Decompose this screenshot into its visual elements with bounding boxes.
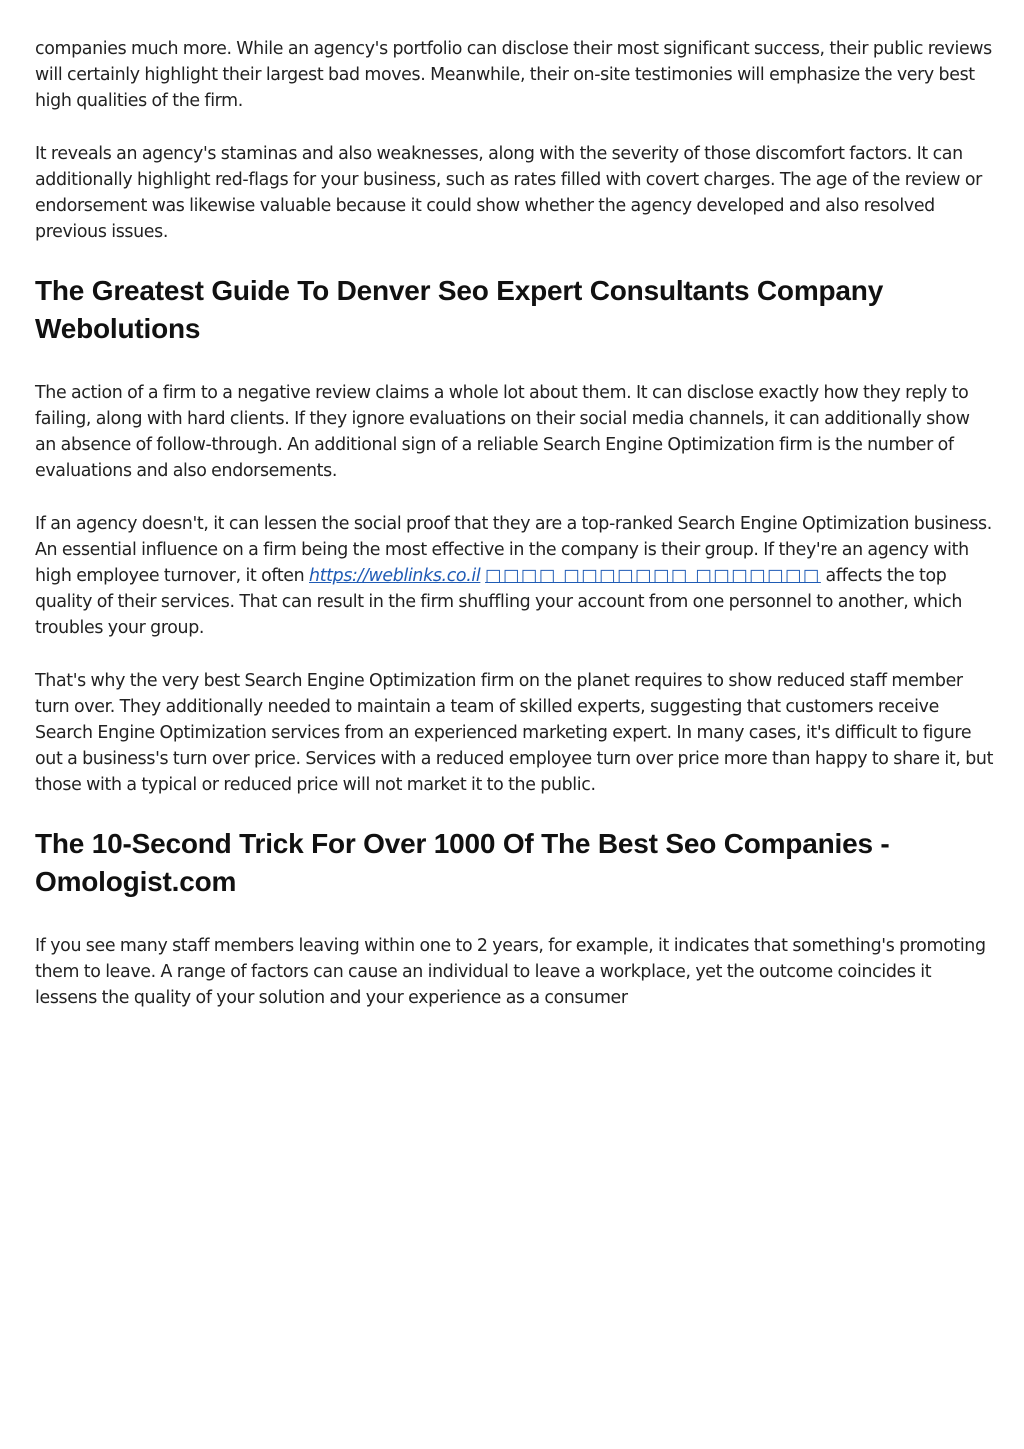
paragraph-6: If you see many staff members leaving within one to 2 years, for example, it indicates that something's promoting them to leave. A range of factors can cause an individual to leave a workplace, yet the outcome coincides it lessens the quality of your solution and your experience as a consumer	[35, 936, 986, 1008]
paragraph-3: The action of a firm to a negative review claims a whole lot about them. It can disclose exactly how they reply to failing, along with hard clients. If they ignore evaluations on their social media channels, it can additionally show an absence of follow-through. An additional sign of a reliable Search Engine Optimization firm is the number of evaluations and also endorsements.	[35, 383, 970, 481]
paragraph-4-text-before: If an agency doesn't, it can lessen the social proof that they are a top-ranked Search Engine Optimization business. An essential influence on a firm being the most effective in the company is their group. If they're an agency with high employee turnover, it often	[35, 514, 992, 586]
document-body	[35, 36, 995, 1038]
paragraph-2: It reveals an agency's staminas and also weaknesses, along with the severity of those discomfort factors. It can additionally highlight red-flags for your business, such as rates filled with covert charges. The age of the review or endorsement was likewise valuable because it could show whether the agency developed and also resolved previous issues.	[35, 144, 982, 242]
paragraph-4-text-after: affects the top quality of their services. That can result in the firm shuffling your account from one personnel to another, which troubles your group.	[35, 566, 963, 638]
paragraph-1: companies much more. While an agency's portfolio can disclose their most significant success, their public reviews will certainly highlight their largest bad moves. Meanwhile, their on-site testimonies will emphasize the very best high qualities of the firm.	[35, 39, 992, 111]
weblinks-link[interactable]: https://weblinks.co.il	[309, 566, 481, 586]
section-heading-2: The 10-Second Trick For Over 1000 Of The Best Seo Companies - Omologist.com	[35, 828, 890, 897]
paragraph-4	[35, 511, 995, 641]
weblinks-anchor-text-link[interactable]: □□□□ □□□□□□□ □□□□□□□	[485, 566, 821, 586]
section-heading-1: The Greatest Guide To Denver Seo Expert Consultants Company Webolutions	[35, 275, 884, 344]
paragraph-5: That's why the very best Search Engine Optimization firm on the planet requires to show reduced staff member turn over. They additionally needed to maintain a team of skilled experts, suggesting that customers receive Search Engine Optimization services from an experienced marketing expert. In many cases, it's difficult to figure out a business's turn over price. Services with a reduced employee turn over price more than happy to share it, but those with a typical or reduced price will not market it to the public.	[35, 671, 994, 795]
